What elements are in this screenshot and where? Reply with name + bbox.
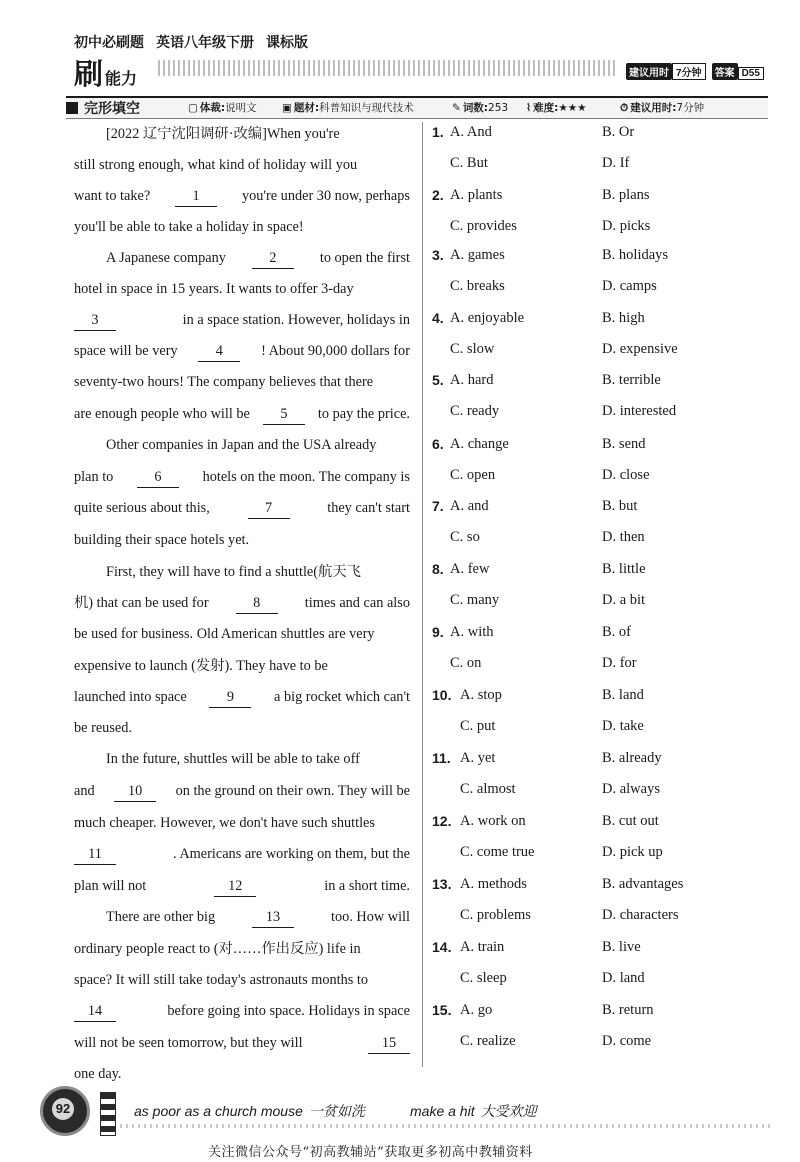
passage-line (74, 498, 410, 519)
column-divider (422, 122, 423, 1067)
passage-line (74, 310, 410, 331)
passage-text: in a space station. However, holidays in (182, 312, 410, 328)
option-a[interactable]: A. methods (460, 876, 527, 892)
answer-blank[interactable]: 14 (74, 1001, 116, 1022)
time-label: 建议用时 (626, 63, 672, 80)
option-b[interactable]: B. plans (602, 187, 650, 203)
passage-line (74, 467, 410, 488)
passage-text: be used for business. Old American shuttles are very (74, 626, 375, 642)
passage-text: expensive to launch (发射). They have to be (74, 658, 328, 674)
answer-blank[interactable]: 12 (214, 876, 256, 897)
option-c[interactable]: C. almost (460, 781, 516, 797)
option-b[interactable]: B. of (602, 624, 631, 640)
difficulty-info: ⌇ 难度:★★★ (526, 102, 587, 114)
genre-info: ▢ 体裁:说明文 (188, 102, 257, 114)
question-number: 11. (432, 750, 451, 766)
answer-blank[interactable]: 9 (209, 687, 251, 708)
option-d[interactable]: D. then (602, 529, 645, 545)
answer-blank[interactable]: 6 (137, 467, 179, 488)
option-c[interactable]: C. on (450, 655, 482, 671)
passage-text: times and can also (304, 595, 410, 611)
option-c[interactable]: C. problems (460, 907, 531, 923)
option-b[interactable]: B. return (602, 1002, 654, 1018)
passage-line (106, 749, 410, 769)
topic-info: ▣ 题材:科普知识与现代技术 (282, 102, 414, 114)
passage-text: much cheaper. However, we don't have such shuttles (74, 815, 375, 831)
topic-icon: ▣ (282, 102, 292, 114)
page-number: 92 (52, 1098, 74, 1120)
option-c[interactable]: C. breaks (450, 278, 505, 294)
passage-text: you'll be able to take a holiday in space! (74, 219, 304, 235)
option-d[interactable]: D. close (602, 467, 650, 483)
answer-code: D55 (738, 67, 764, 80)
option-d[interactable]: D. interested (602, 403, 677, 419)
option-c[interactable]: C. come true (460, 844, 535, 860)
option-a[interactable]: A. enjoyable (450, 310, 525, 326)
option-c[interactable]: C. provides (450, 218, 517, 234)
question-number: 14. (432, 939, 452, 955)
passage-text: Other companies in Japan and the USA already (106, 437, 377, 453)
passage-line (74, 1064, 410, 1084)
option-c[interactable]: C. realize (460, 1033, 516, 1049)
passage-text: you're under 30 now, perhaps (241, 188, 410, 204)
question-number: 9. (432, 624, 444, 640)
option-c[interactable]: C. But (450, 155, 488, 171)
passage-line (74, 844, 410, 865)
passage-text: to pay the price. (317, 406, 410, 422)
option-d[interactable]: D. for (602, 655, 637, 671)
passage-text: . Americans are working on them, but the (172, 846, 410, 862)
passage-text: space will be very (74, 343, 178, 359)
word-count-info: ✎ 词数:253 (452, 102, 509, 114)
passage-text: and (74, 783, 95, 799)
option-a[interactable]: A. train (460, 939, 505, 955)
passage-text: a big rocket which can't (274, 689, 410, 705)
answer-blank[interactable]: 4 (198, 341, 240, 362)
passage-text: one day. (74, 1066, 122, 1082)
question-number: 4. (432, 310, 444, 326)
passage-text: 机) that can be used for (74, 595, 209, 611)
option-a[interactable]: A. with (450, 624, 494, 640)
passage-text: plan to (74, 469, 114, 485)
section-title: 完形填空 (66, 98, 140, 118)
passage-line (106, 248, 410, 269)
footer-decoration (120, 1124, 770, 1128)
lighthouse-icon (100, 1092, 116, 1136)
option-a[interactable]: A. few (450, 561, 490, 577)
passage-text: in a short time. (324, 878, 410, 894)
option-b[interactable]: B. live (602, 939, 641, 955)
answer-blank[interactable]: 10 (114, 781, 156, 802)
passage-text: too. How will (330, 909, 410, 925)
passage-line (74, 593, 410, 614)
option-d[interactable]: D. expensive (602, 341, 678, 357)
option-a[interactable]: A. and (450, 498, 489, 514)
answer-blank[interactable]: 2 (252, 248, 294, 269)
passage-text: A Japanese company (106, 250, 226, 266)
passage-line (74, 687, 410, 708)
passage-text: space? It will still take today's astronauts months to (74, 972, 369, 988)
passage-text: hotels on the moon. The company is (202, 469, 410, 485)
option-c[interactable]: C. so (450, 529, 480, 545)
passage-line (74, 656, 410, 676)
idiom-1: as poor as a church mouse 一贫如洗 (134, 1103, 365, 1120)
option-a[interactable]: A. work on (460, 813, 526, 829)
passage-text: are enough people who will be (74, 406, 250, 422)
option-c[interactable]: C. sleep (460, 970, 507, 986)
passage-line (74, 813, 410, 833)
passage-line (74, 279, 410, 299)
passage-text: be reused. (74, 720, 132, 736)
passage-line (74, 530, 410, 550)
option-a[interactable]: A. stop (460, 687, 502, 703)
passage-line (106, 435, 410, 455)
option-d[interactable]: D. pick up (602, 844, 663, 860)
passage-line (106, 124, 410, 144)
idiom-2: make a hit 大受欢迎 (410, 1103, 537, 1120)
option-c[interactable]: C. slow (450, 341, 495, 357)
passage-line (74, 781, 410, 802)
option-d[interactable]: D. characters (602, 907, 679, 923)
option-d[interactable]: D. take (602, 718, 644, 734)
option-b[interactable]: B. high (602, 310, 645, 326)
passage-text: want to take? (74, 188, 151, 204)
option-d[interactable]: D. land (602, 970, 645, 986)
question-number: 5. (432, 372, 444, 388)
brush-logo (74, 52, 137, 93)
option-d[interactable]: D. a bit (602, 592, 646, 608)
chart-icon: ⌇ (526, 102, 532, 114)
passage-line (74, 186, 410, 207)
question-number: 15. (432, 1002, 452, 1018)
answer-blank[interactable]: 15 (368, 1033, 410, 1054)
option-b[interactable]: B. but (602, 498, 638, 514)
passage-text: In the future, shuttles will be able to take off (106, 751, 360, 767)
time-badge (626, 63, 770, 80)
option-b[interactable]: B. terrible (602, 372, 661, 388)
passage-line (74, 1033, 410, 1054)
passage-text: building their space hotels yet. (74, 532, 250, 548)
passage-text: ! About 90,000 dollars for (261, 343, 410, 359)
footer-note: 关注微信公众号“初高教辅站”获取更多初高中教辅资料 (208, 1145, 533, 1160)
passage-line (106, 907, 410, 928)
option-b[interactable]: B. holidays (602, 247, 669, 263)
passage-text: on the ground on their own. They will be (175, 783, 410, 799)
option-b[interactable]: B. Or (602, 124, 635, 140)
passage-line (74, 1001, 410, 1022)
passage-text: seventy-two hours! The company believes that there (74, 374, 374, 390)
option-d[interactable]: D. come (602, 1033, 652, 1049)
passage-text: launched into space (74, 689, 187, 705)
passage-text: to open the first (319, 250, 410, 266)
answer-blank[interactable]: 5 (263, 404, 305, 425)
passage-text: quite serious about this, (74, 500, 210, 516)
book-subject: 英语八年级下册 (156, 34, 254, 50)
answer-blank[interactable]: 13 (252, 907, 294, 928)
passage-text: before going into space. Holidays in space (167, 1003, 410, 1019)
passage-line (106, 562, 410, 582)
option-c[interactable]: C. open (450, 467, 496, 483)
suggested-time-info: ⏱ 建议用时:7分钟 (620, 102, 705, 114)
book-icon: ▢ (188, 102, 198, 114)
passage-text: plan will not (74, 878, 147, 894)
option-b[interactable]: B. little (602, 561, 646, 577)
option-c[interactable]: C. many (450, 592, 500, 608)
brush-char: 刷 (74, 57, 104, 91)
option-c[interactable]: C. put (460, 718, 496, 734)
answer-blank[interactable]: 7 (248, 498, 290, 519)
passage-line (74, 876, 410, 897)
option-d[interactable]: D. always (602, 781, 660, 797)
option-d[interactable]: D. camps (602, 278, 657, 294)
question-number: 10. (432, 687, 452, 703)
passage-text: ordinary people react to (对……作出反应) life in (74, 941, 361, 957)
option-a[interactable]: A. hard (450, 372, 494, 388)
section-marker (66, 102, 78, 114)
passage-line (74, 404, 410, 425)
answer-blank[interactable]: 8 (236, 593, 278, 614)
header-decoration (158, 60, 618, 76)
question-number: 13. (432, 876, 452, 892)
question-number: 6. (432, 436, 444, 452)
option-d[interactable]: D. picks (602, 218, 651, 234)
option-a[interactable]: A. games (450, 247, 505, 263)
passage-text: will not be seen tomorrow, but they will (74, 1035, 303, 1051)
book-series: 初中必刷题 (74, 34, 144, 50)
answer-label: 答案 (712, 63, 738, 80)
passage-line (74, 341, 410, 362)
passage-line (74, 624, 410, 644)
option-b[interactable]: B. send (602, 436, 646, 452)
answer-blank[interactable]: 11 (74, 844, 116, 865)
option-a[interactable]: A. change (450, 436, 509, 452)
option-c[interactable]: C. ready (450, 403, 500, 419)
passage-line (74, 970, 410, 990)
option-b[interactable]: B. cut out (602, 813, 659, 829)
clock-icon: ⏱ (620, 102, 629, 114)
passage-text: still strong enough, what kind of holiday will you (74, 157, 358, 173)
question-number: 1. (432, 124, 444, 140)
option-a[interactable]: A. yet (460, 750, 496, 766)
passage-line (74, 372, 410, 392)
brush-label: 能力 (105, 69, 138, 88)
passage-line (74, 718, 410, 738)
book-title-line (74, 32, 320, 52)
option-a[interactable]: A. go (460, 1002, 493, 1018)
answer-blank[interactable]: 1 (175, 186, 217, 207)
time-value: 7分钟 (672, 63, 706, 80)
passage-text: First, they will have to find a shuttle(航天飞 (106, 564, 361, 580)
passage-line (74, 939, 410, 959)
option-b[interactable]: B. land (602, 687, 644, 703)
passage-text: hotel in space in 15 years. It wants to offer 3-day (74, 281, 354, 297)
passage-text: [2022 辽宁沈阳调研·改编]When you're (106, 126, 340, 142)
answer-blank[interactable]: 3 (74, 310, 116, 331)
question-number: 2. (432, 187, 444, 203)
question-number: 7. (432, 498, 444, 514)
passage-line (74, 155, 410, 175)
passage-text: they can't start (327, 500, 410, 516)
book-edition: 课标版 (266, 34, 308, 50)
question-number: 12. (432, 813, 452, 829)
option-a[interactable]: A. plants (450, 187, 503, 203)
passage-text: There are other big (106, 909, 216, 925)
pen-icon: ✎ (452, 102, 461, 114)
option-b[interactable]: B. advantages (602, 876, 684, 892)
option-d[interactable]: D. If (602, 155, 630, 171)
option-b[interactable]: B. already (602, 750, 662, 766)
passage-line (74, 217, 410, 237)
question-number: 3. (432, 247, 444, 263)
option-a[interactable]: A. And (450, 124, 492, 140)
question-number: 8. (432, 561, 444, 577)
